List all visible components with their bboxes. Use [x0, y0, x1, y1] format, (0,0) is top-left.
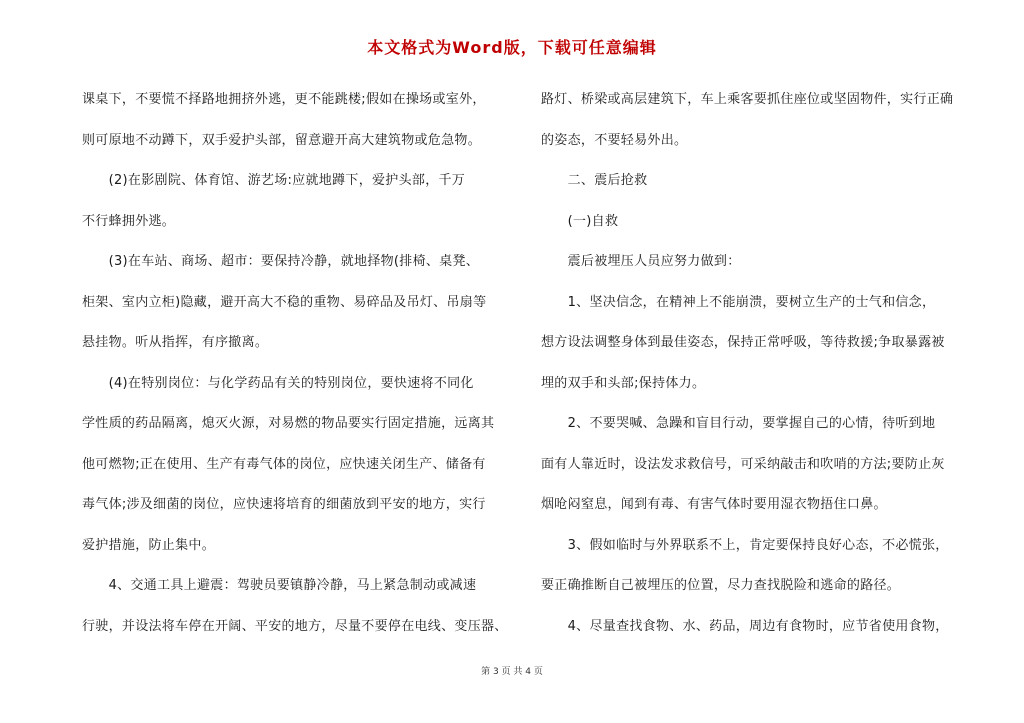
right-line: 4、尽量查找食物、水、药品，周边有食物时，应节省使用食物， [541, 618, 949, 634]
left-line: 爱护措施，防止集中。 [82, 537, 216, 553]
left-line: 悬挂物。听从指挥，有序撤离。 [82, 335, 269, 350]
right-column [541, 80, 966, 647]
right-line: 的姿态，不要轻易外出。 [541, 132, 688, 148]
right-line: (一)自救 [541, 213, 619, 229]
right-line: 埋的双手和头部;保持体力。 [541, 375, 706, 391]
left-line: 行驶，并设法将车停在开阔、平安的地方，尽量不要停在电线、变压器、 [82, 618, 508, 634]
left-line: (2)在影剧院、体育馆、游艺场:应就地蹲下，爱护头部，千万 [82, 173, 466, 188]
left-line: 4、交通工具上避震：驾驶员要镇静冷静，马上紧急制动或减速 [82, 578, 477, 593]
left-line: 课桌下，不要慌不择路地拥挤外逃，更不能跳楼;假如在操场或室外， [82, 92, 486, 107]
left-column [82, 80, 507, 647]
page-number-footer: 第 3 页 共 4 页 [481, 667, 543, 677]
right-line: 震后被埋压人员应努力做到： [541, 254, 741, 269]
right-line: 要正确推断自己被埋压的位置，尽力查找脱险和逃命的路径。 [541, 578, 901, 593]
left-line: 他可燃物;正在使用、生产有毒气体的岗位，应快速关闭生产、储备有 [82, 456, 486, 472]
right-line: 路灯、桥梁或高层建筑下，车上乘客要抓住座位或坚固物件，实行正确 [541, 92, 954, 107]
left-line: (4)在特别岗位：与化学药品有关的特别岗位，要快速将不同化 [82, 375, 474, 391]
right-line: 面有人靠近时，设法发求救信号，可采纳敲击和吹哨的方法;要防止灰 [541, 456, 945, 472]
left-line: 不行蜂拥外逃。 [82, 213, 176, 229]
left-line: (3)在车站、商场、超市：要保持冷静，就地择物(排椅、桌凳、 [82, 254, 480, 269]
right-line: 3、假如临时与外界联系不上，肯定要保持良好心态，不必慌张， [541, 537, 949, 553]
document-header: 本文格式为Word版，下载可任意编辑 [367, 38, 657, 57]
left-line: 毒气体;涉及细菌的岗位，应快速将培育的细菌放到平安的地方，实行 [82, 497, 486, 512]
right-line: 1、坚决信念，在精神上不能崩溃，要树立生产的士气和信念， [541, 294, 936, 310]
right-line: 想方设法调整身体到最佳姿态，保持正常呼吸，等待救援;争取暴露被 [541, 335, 945, 350]
right-line: 二、震后抢救 [541, 173, 648, 188]
left-line: 柜架、室内立柜)隐藏，避开高大不稳的重物、易碎品及吊灯、吊扇等 [82, 294, 487, 310]
left-line: 学性质的药品隔离，熄灭火源，对易燃的物品要实行固定措施，远离其 [82, 416, 495, 431]
left-line: 则可原地不动蹲下，双手爱护头部，留意避开高大建筑物或危急物。 [82, 132, 482, 148]
right-line: 2、不要哭喊、急躁和盲目行动，要掌握自己的心情，待听到地 [541, 416, 936, 431]
right-line: 烟呛闷窒息，闻到有毒、有害气体时要用湿衣物捂住口鼻。 [541, 497, 887, 512]
